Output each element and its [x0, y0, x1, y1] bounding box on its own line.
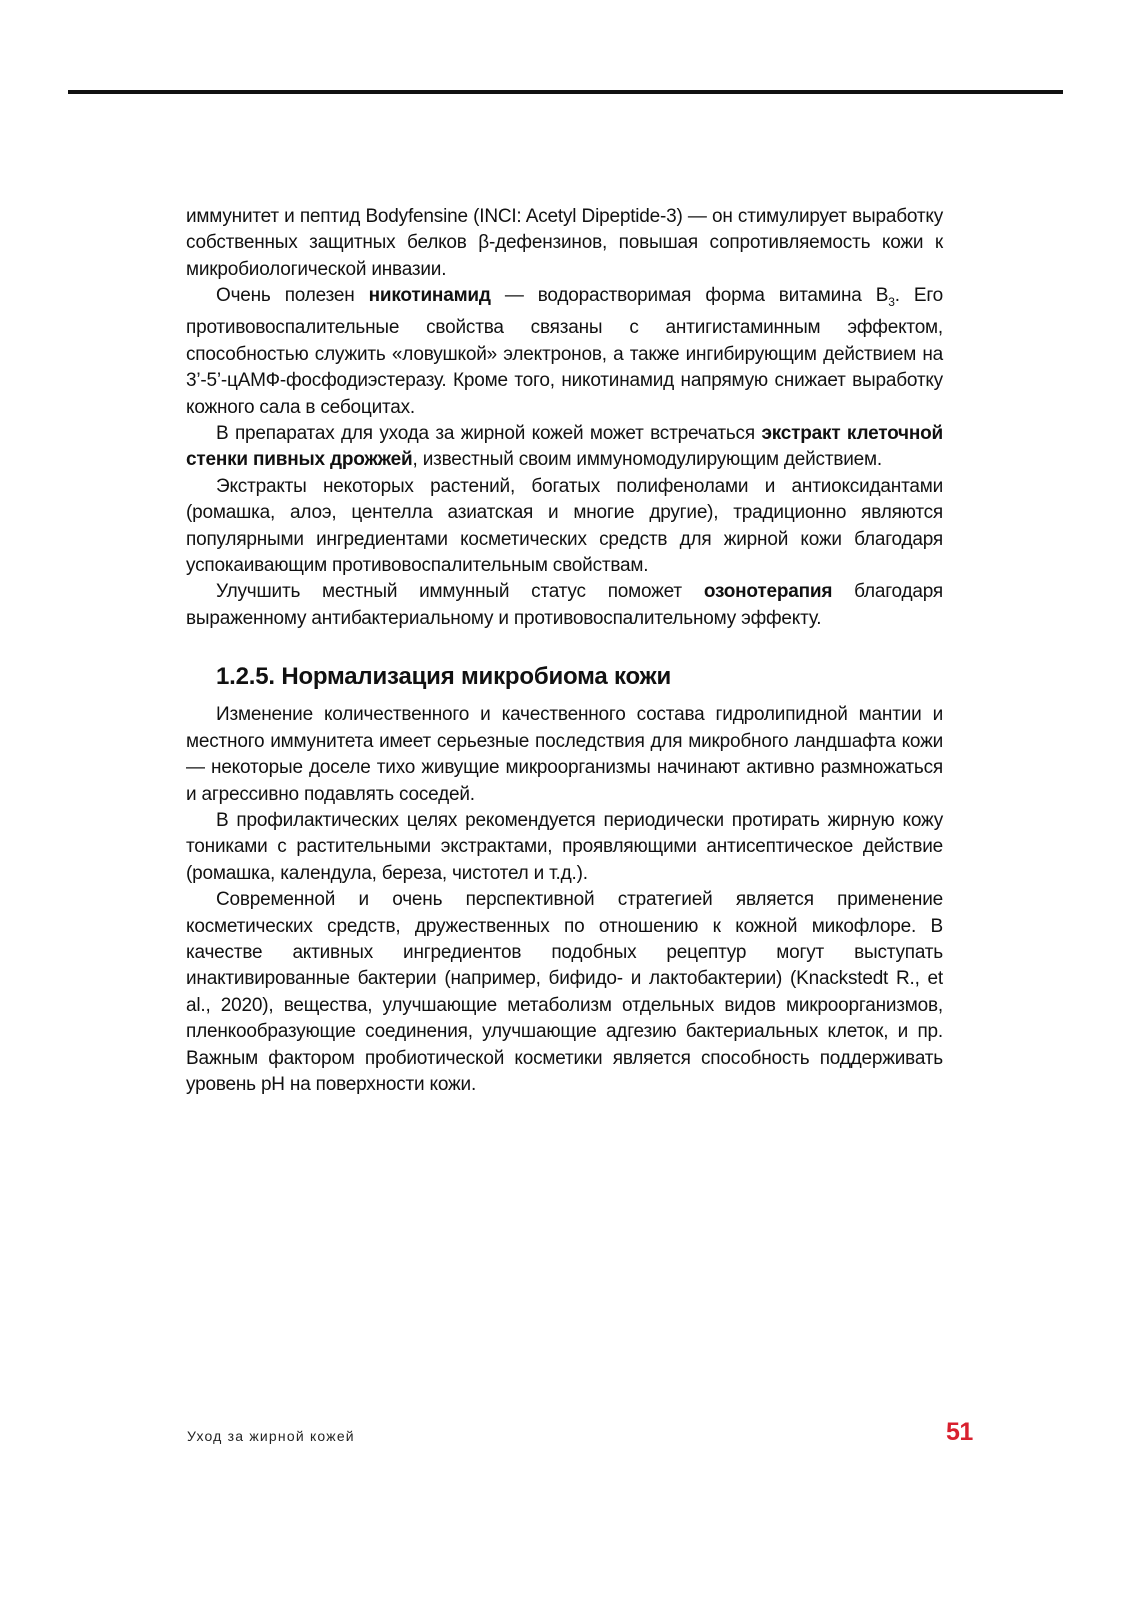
paragraph-3-text-b: , известный своим иммуномодулирующим действием.: [412, 449, 882, 471]
paragraph-6: [186, 702, 943, 808]
body-text: [186, 204, 943, 1098]
paragraph-4-text: Экстракты некоторых растений, богатых полифенолами и антиоксидантами (ромашка, алоэ, центелла азиатская и многие другие), традиционно являются популярными ингредиентами косметических средств для жирной кожи благодаря успокаивающим противовоспалительным свойствам.: [186, 475, 943, 577]
paragraph-3: [186, 421, 943, 474]
term-yeast-extract: экстракт клеточной стенки пивных дрожжей: [186, 423, 943, 471]
paragraph-2-text-a: Очень полезен: [216, 285, 369, 307]
paragraph-1-text: иммунитет и пептид Bodyfensine (INCI: Acetyl Dipeptide-3) — он стимулирует выработку собственных защитных белков β-дефензинов, повышая сопротивляемость кожи к микробиологической инвазии.: [186, 206, 943, 280]
paragraph-2-text-b: — водорастворимая форма витамина B: [490, 285, 889, 307]
term-nicotinamide: никотинамид: [368, 285, 491, 307]
paragraph-7: [186, 808, 943, 887]
paragraph-2-text-c: . Его противовоспалительные свойства связаны с антигистаминным эффектом, способностью служить «ловушкой» электронов, а также ингибирующим действием на 3’-5’-цАМФ-фосфодиэстеразу. Кроме того, никотинамид напрямую снижает выработку кожного сала в себоцитах.: [186, 285, 943, 418]
term-ozone-therapy: озонотерапия: [703, 581, 833, 603]
paragraph-4: [186, 474, 943, 580]
paragraph-5-text-b: благодаря выраженному антибактериальному и противовоспалительному эффекту.: [186, 581, 943, 629]
paragraph-1: [186, 204, 943, 283]
paragraph-8-text: Современной и очень перспективной стратегией является применение косметических средств, дружественных по отношению к кожной микофлоре. В качестве активных ингредиентов подобных рецептур могут выступать инактивированные бактерии (например, бифидо- и лактобактерии) (Knackstedt R., et al., 2020), вещества, улучшающие метаболизм отдельных видов микроорганизмов, пленкообразующие соединения, улучшающие адгезию бактериальных клеток, и пр. Важным фактором пробиотической косметики является способность поддерживать уровень pH на поверхности кожи.: [186, 889, 943, 1095]
paragraph-6-text: Изменение количественного и качественного состава гидролипидной мантии и местного иммунитета имеет серьезные последствия для микробного ландшафта кожи — некоторые доселе тихо живущие микроорганизмы начинают активно размножаться и агрессивно подавлять соседей.: [186, 704, 943, 805]
paragraph-2: [186, 283, 943, 421]
paragraph-5: [186, 579, 943, 632]
page-number: 51: [946, 1418, 973, 1446]
paragraph-5-text-a: Улучшить местный иммунный статус поможет: [216, 581, 704, 603]
paragraph-8: [186, 887, 943, 1098]
top-rule: [68, 90, 1063, 94]
paragraph-3-text-a: В препаратах для ухода за жирной кожей может встречаться: [216, 423, 762, 445]
paragraph-7-text: В профилактических целях рекомендуется периодически протирать жирную кожу тониками с растительными экстрактами, проявляющими антисептическое действие (ромашка, календула, береза, чистотел и т.д.).: [186, 809, 943, 884]
running-title: Уход за жирной кожей: [187, 1428, 355, 1444]
vitamin-subscript: 3: [888, 295, 895, 310]
section-heading: 1.2.5. Нормализация микробиома кожи: [216, 663, 672, 691]
